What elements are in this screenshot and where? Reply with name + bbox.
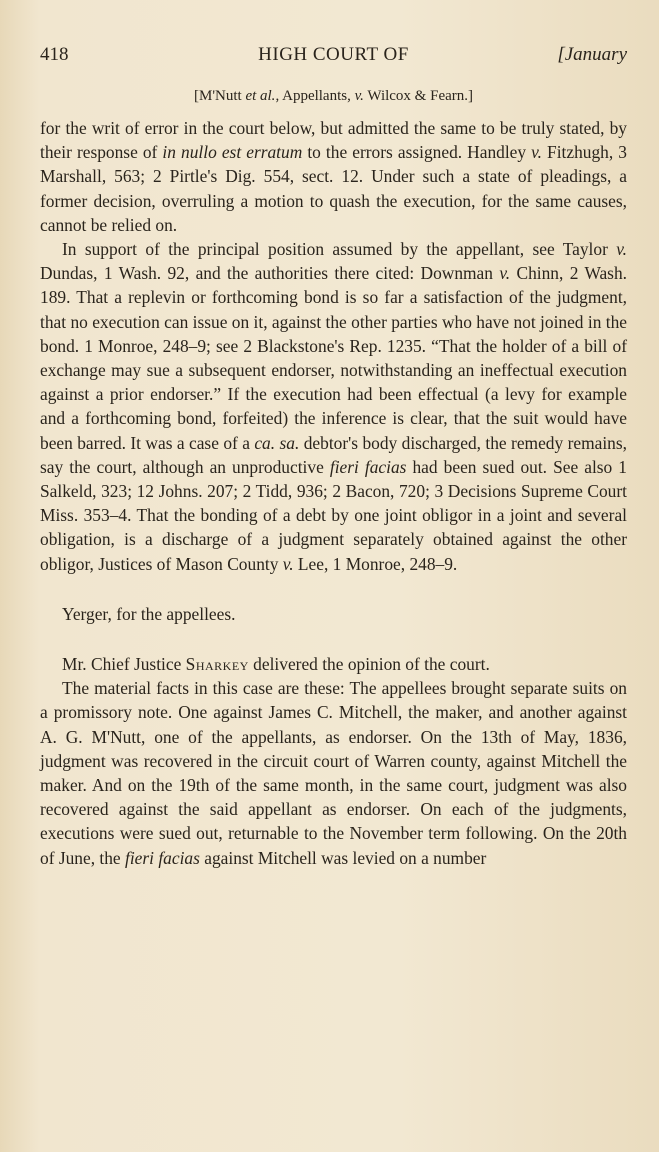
paragraph-appellant-argument: In support of the principal position assumed by the appellant, see Taylor v. Dundas, 1 Wash. 92, and the authorities there cited: Downman v. Chinn, 2 Wash. 189. That a replevin or forthcoming bond is so far a satisfaction of the judgment, that no execution can issue on it, against the other parties who have not joined in the bond. 1 Monroe, 248–9; see 2 Blackstone's Rep. 1235. “That the holder of a bill of exchange may sue a subsequent endorser, notwithstanding an ineffectual execution against a prior endorser.” If the execution had been effectual (a levy for example and a forthcoming bond, forfeited) the inference is clear, that the suit would have been barred. It was a case of a ca. sa. debtor's body discharged, the remedy remains, say the court, although an unproductive fieri facias had been sued out. See also 1 Salkeld, 323; 12 Johns. 207; 2 Tidd, 936; 2 Bacon, 720; 3 Decisions Supreme Court Miss. 353–4. That the bonding of a debt by one joint obligor in a joint and several obligation, is a discharge of a judgment separately obtained against the other obligor, Justices of Mason County v. Lee, 1 Monroe, 248–9. (40, 239, 627, 574)
running-title: HIGH COURT OF (258, 44, 409, 65)
paragraph-appellees-counsel: Yerger, for the appellees. (62, 603, 236, 624)
running-month: [January (557, 44, 627, 65)
paragraph-continuation: for the writ of error in the court below, but admitted the same to be truly stated, by their response of in nullo est erratum to the errors assigned. Handley v. Fitzhugh, 3 Marshall, 563; 2 Pirtle's Dig. 554, sect. 12. Under such a state of pleadings, a former decision, overruling a motion to quash the execution, for the same causes, cannot be relied on. (40, 118, 627, 235)
page-body (40, 116, 627, 870)
case-caption: [M'Nutt et al., Appellants, v. Wilcox & Fearn.] (193, 88, 474, 104)
paragraph-material-facts: The material facts in this case are these: The appellees brought separate suits on a promissory note. One against James C. Mitchell, the maker, and another against A. G. M'Nutt, one of the appellants, as endorser. On the 13th of May, 1836, judgment was recovered in the circuit court of Warren county, against Mitchell the maker. And on the 19th of the same month, in the same court, judgment was also recovered against the said appellant as endorser. On each of the judgments, executions were sued out, returnable to the November term following. On the 20th of June, the fieri facias against Mitchell was levied on a number (40, 678, 627, 868)
page-number: 418 (40, 44, 69, 65)
running-header (40, 44, 627, 74)
paragraph-opinion-intro: Mr. Chief Justice Sharkey delivered the opinion of the court. (62, 654, 490, 675)
